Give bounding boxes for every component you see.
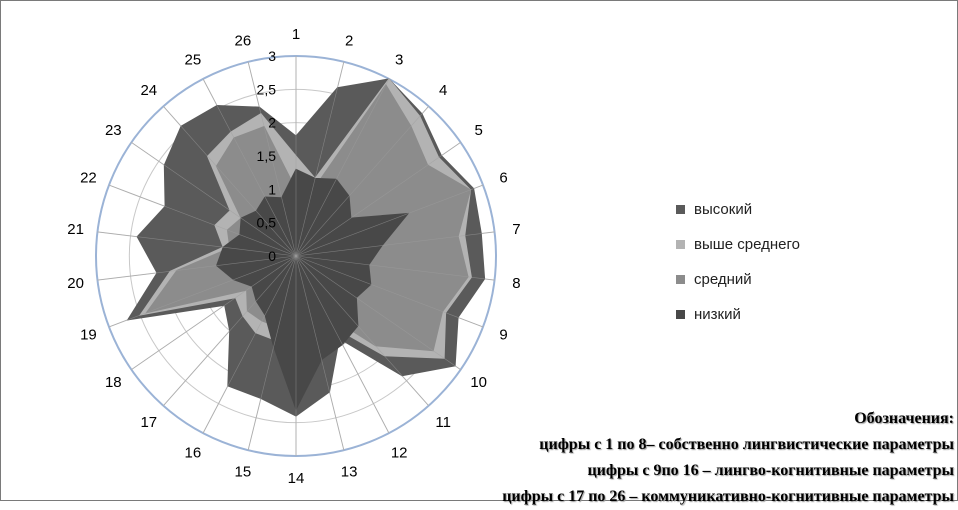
category-label: 4 xyxy=(439,81,448,99)
notes-line-2: цифры с 9по 16 – лингво-когнитивные параметры xyxy=(587,462,954,479)
legend-label: средний xyxy=(694,271,752,288)
category-label: 9 xyxy=(499,326,508,344)
notes-title: Обозначения: xyxy=(854,410,954,427)
radial-tick-label: 1 xyxy=(268,181,276,198)
category-label: 26 xyxy=(234,32,252,50)
legend-swatch xyxy=(676,205,685,214)
legend-label: высокий xyxy=(694,201,753,218)
category-label: 2 xyxy=(344,32,354,50)
legend-swatch xyxy=(676,275,685,284)
notes-line-3: цифры с 17 по 26 – коммуникативно-когнитивные параметры xyxy=(502,488,954,505)
category-label: 10 xyxy=(470,374,488,392)
radar-series xyxy=(97,56,494,456)
radial-tick-label: 0,5 xyxy=(256,214,276,231)
radial-tick-label: 3 xyxy=(268,48,276,64)
category-label: 20 xyxy=(67,274,84,292)
category-label: 21 xyxy=(67,221,84,239)
category-label: 15 xyxy=(234,463,252,481)
category-label: 17 xyxy=(140,414,158,432)
category-label: 16 xyxy=(184,444,202,462)
category-label: 24 xyxy=(140,81,158,99)
category-label: 22 xyxy=(80,169,97,187)
legend-item-nizkiy xyxy=(676,297,876,332)
notes-block xyxy=(502,406,954,510)
legend-item-vyshe-srednego xyxy=(676,227,876,262)
category-label: 6 xyxy=(499,169,508,187)
category-label: 23 xyxy=(104,121,122,139)
category-label: 7 xyxy=(512,221,521,239)
legend-label: низкий xyxy=(694,306,741,323)
radial-tick-label: 2 xyxy=(268,114,276,131)
legend-item-sredniy xyxy=(676,262,876,297)
category-label: 12 xyxy=(390,444,408,462)
category-label: 18 xyxy=(104,374,122,392)
radial-tick-label: 0 xyxy=(268,248,276,264)
category-label: 14 xyxy=(287,470,305,487)
category-label: 11 xyxy=(435,414,452,432)
radial-tick-label: 2,5 xyxy=(256,81,276,98)
legend-swatch xyxy=(676,310,685,319)
category-label: 3 xyxy=(394,51,404,69)
chart-legend xyxy=(676,192,876,332)
legend-label: выше среднего xyxy=(694,236,801,253)
category-label: 25 xyxy=(184,51,202,69)
category-label: 8 xyxy=(512,274,521,292)
legend-item-vysokiy xyxy=(676,192,876,227)
category-label: 13 xyxy=(340,463,358,481)
notes-line-1: цифры с 1 по 8– собственно лингвистические параметры xyxy=(539,436,954,453)
category-label: 19 xyxy=(80,326,97,344)
legend-swatch xyxy=(676,240,685,249)
category-label: 5 xyxy=(474,121,483,139)
category-label: 1 xyxy=(291,26,301,43)
radial-tick-label: 1,5 xyxy=(256,148,276,164)
